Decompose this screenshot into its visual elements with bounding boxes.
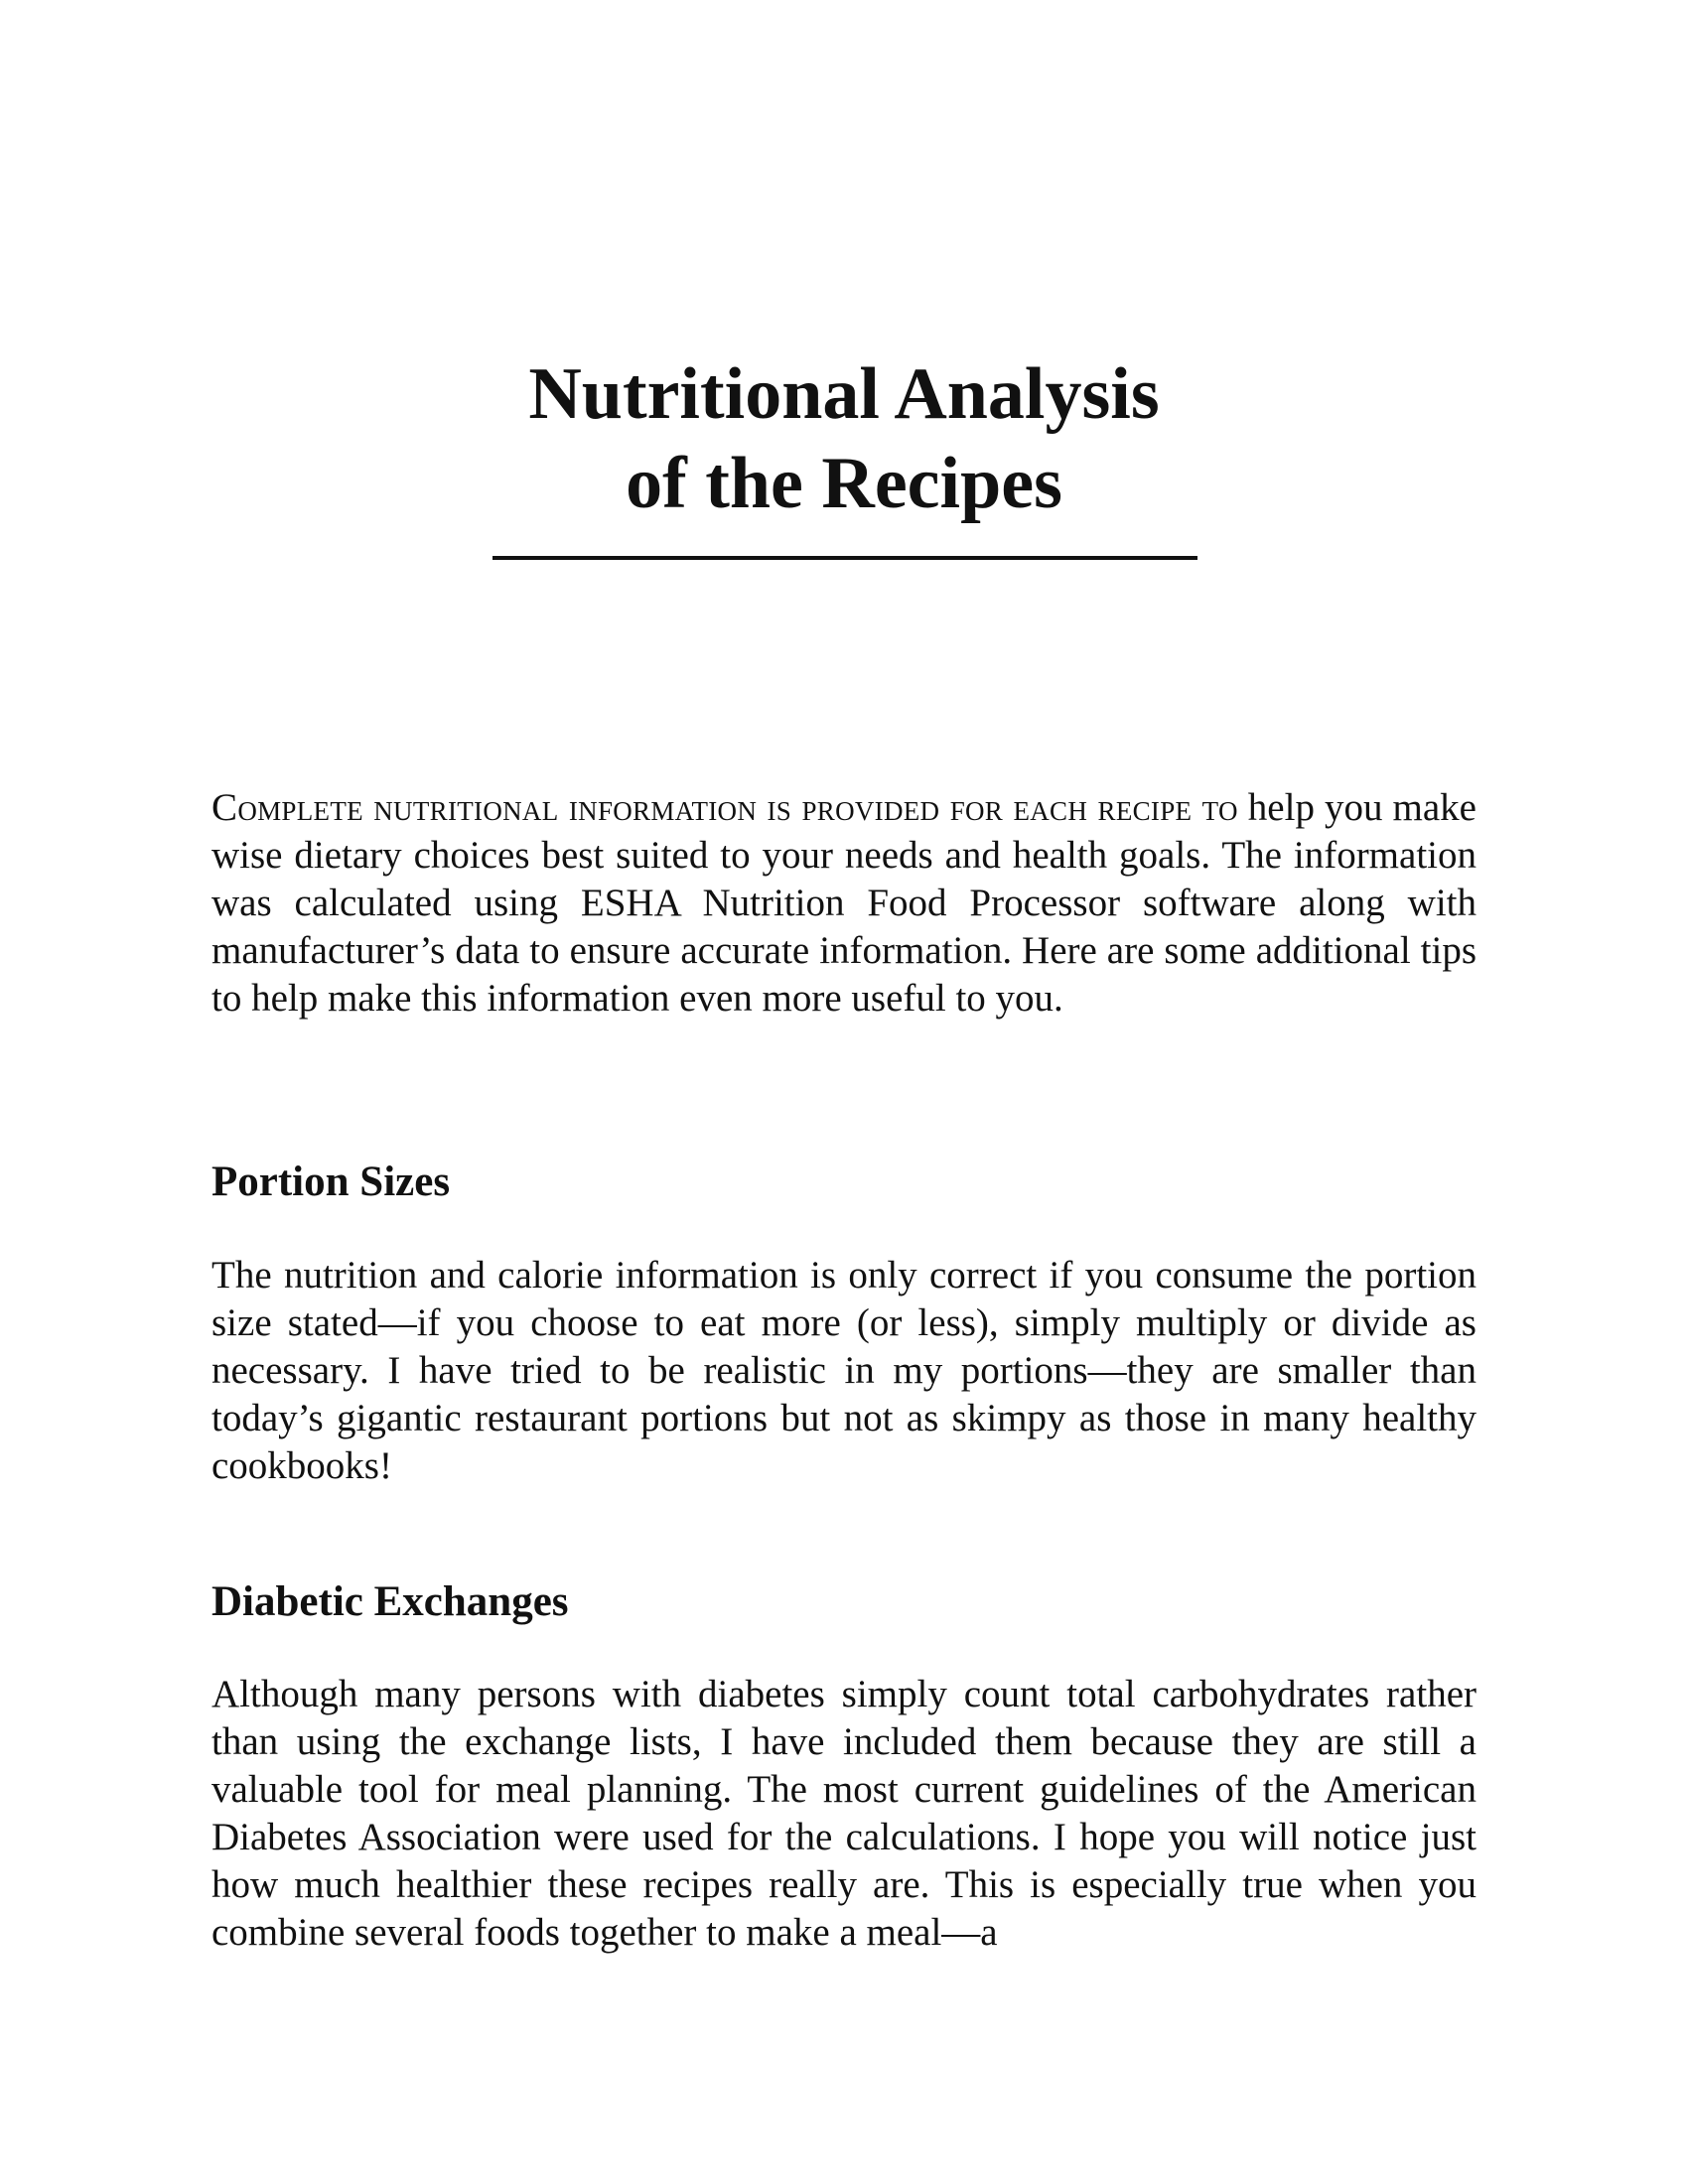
intro-body-text: help you make wise dietary choices best suited to your needs and health goals. The information was calculated using ESHA Nutrition Food Processor software along with manufacturer’s data to ensure accurate information. Here are some additional tips to help make this information even more useful to you. bbox=[211, 786, 1477, 1020]
page-title-line-2: of the Recipes bbox=[626, 443, 1062, 524]
portion-sizes-paragraph: The nutrition and calorie information is only correct if you consume the portion size stated—if you choose to eat more (or less), simply multiply or divide as necessary. I have tried to be realistic in my portions—they are smaller than today’s gigantic restaurant portions but not as skimpy as those in many healthy cookbooks! bbox=[211, 1254, 1477, 1487]
page-title bbox=[0, 349, 1688, 528]
title-divider bbox=[492, 556, 1197, 560]
intro-paragraph bbox=[211, 784, 1477, 1023]
diabetic-exchanges-paragraph: Although many persons with diabetes simply count total carbohydrates rather than using the exchange lists, I have included them because they are still a valuable tool for meal planning. The most current guidelines of the American Diabetes Association were used for the calculations. I hope you will notice just how much healthier these recipes really are. This is especially true when you combine several foods together to make a meal—a bbox=[211, 1673, 1477, 1954]
intro-lead-small-caps: Complete nutritional information is provided for each recipe to bbox=[211, 786, 1238, 829]
section-heading-portion-sizes: Portion Sizes bbox=[211, 1159, 451, 1205]
section-heading-diabetic-exchanges: Diabetic Exchanges bbox=[211, 1578, 569, 1625]
page-title-line-1: Nutritional Analysis bbox=[528, 353, 1160, 435]
